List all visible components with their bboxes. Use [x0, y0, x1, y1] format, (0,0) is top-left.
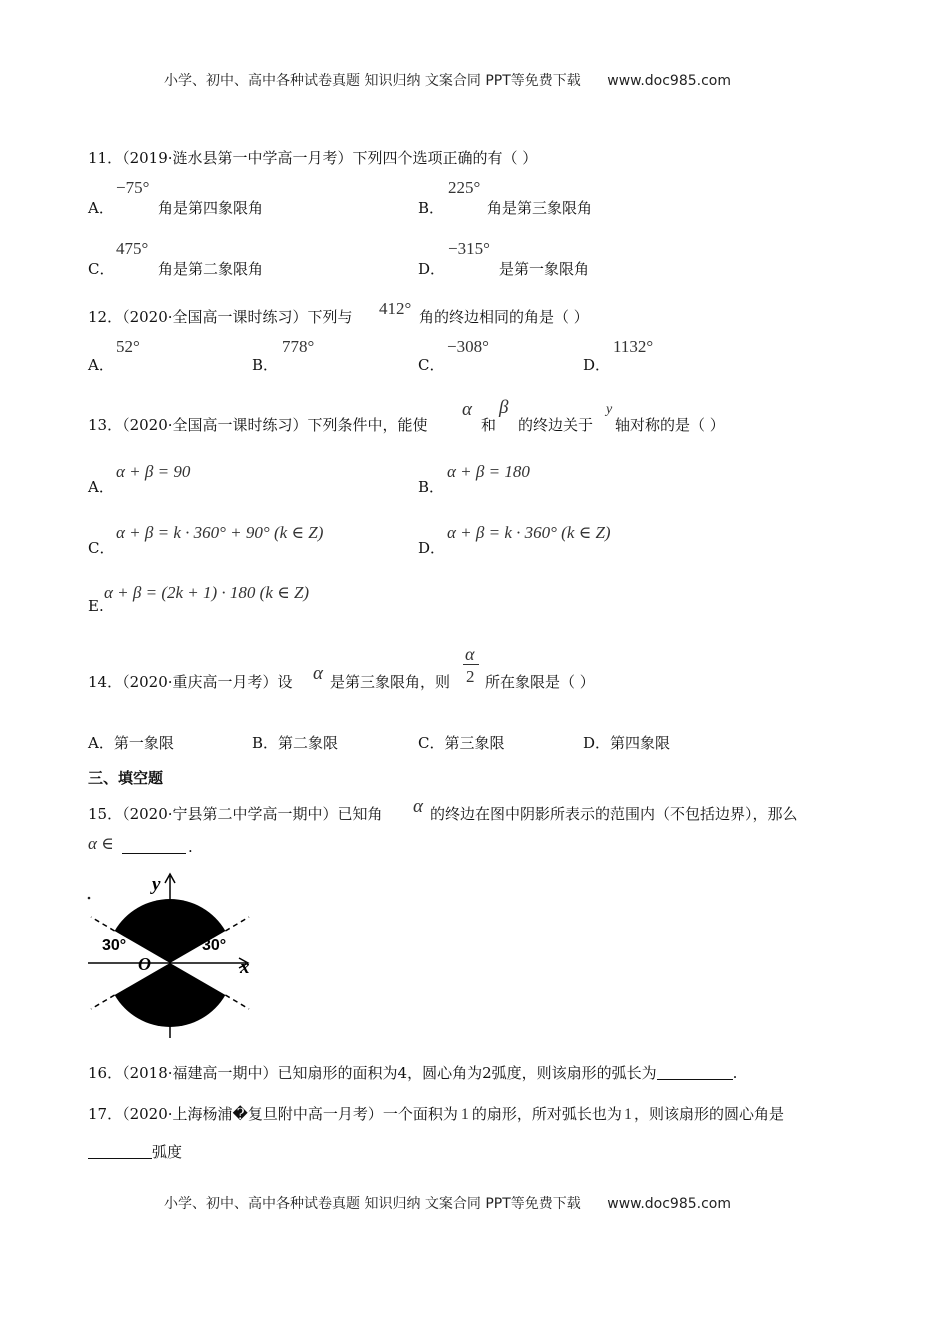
right-angle-label: 30° — [202, 937, 227, 954]
q13-option-c-math: α + β = k · 360° + 90° (k ∈ Z) — [116, 523, 324, 542]
q12-option-d-label: D． — [583, 356, 611, 374]
q15-period: . — [188, 838, 193, 856]
q14-option-c: C．第三象限 — [418, 734, 505, 752]
q13-stem-pre: 13．（2020·全国高一课时练习）下列条件中，能使 — [88, 416, 428, 434]
footer-text: 小学、初中、高中各种试卷真题 知识归纳 文案合同 PPT等免费下载 — [164, 1196, 581, 1212]
q15-alpha: α — [413, 796, 423, 817]
q13-and: 和 — [481, 416, 497, 434]
origin-label: O — [138, 954, 151, 974]
q13-option-b-math: α + β = 180 — [447, 462, 530, 481]
q16-text: 16．（2018·福建高一期中）已知扇形的面积为4，圆心角为2弧度，则该扇形的弧长为 — [88, 1064, 657, 1082]
q12-option-b-label: B． — [252, 356, 279, 374]
q17-unit: 弧度 — [152, 1143, 183, 1161]
q16-stem — [88, 1062, 737, 1083]
q11-option-c-math: 475° — [116, 239, 149, 258]
q17-line2 — [88, 1141, 182, 1162]
header-site[interactable]: www.doc985.com — [607, 73, 731, 89]
q13-y: y — [606, 402, 613, 417]
q11-option-d-text: 是第一象限角 — [499, 260, 590, 278]
q17-stem-post: ，则该扇形的圆心角是 — [633, 1105, 784, 1123]
y-axis-label: y — [152, 874, 161, 895]
q12-stem-post: 角的终边相同的角是（ ） — [419, 308, 589, 326]
q14-option-d: D．第四象限 — [583, 734, 671, 752]
q11-stem: 11．（2019·涟水县第一中学高一月考）下列四个选项正确的有（ ） — [88, 149, 538, 167]
x-axis-label: x — [240, 957, 250, 978]
q11-option-a-math: −75° — [116, 178, 150, 197]
q15-stem-post: 的终边在图中阴影所表示的范围内（不包括边界），那么 — [430, 805, 798, 823]
q12-stem-pre: 12．（2020·全国高一课时练习）下列与 — [88, 308, 353, 326]
q13-option-c-label: C． — [88, 539, 115, 557]
q12-option-b-math: 778° — [282, 337, 315, 356]
q13-beta: β — [499, 397, 509, 418]
q15-answer-prefix: α ∈ — [88, 834, 114, 853]
q12-option-a-math: 52° — [116, 337, 140, 356]
q11-option-b-text: 角是第三象限角 — [487, 199, 593, 217]
q11-option-c-label: C． — [88, 260, 115, 278]
section-title: 三、填空题 — [88, 769, 164, 787]
q14-stem-pre: 14．（2020·重庆高一月考）设 — [88, 673, 293, 691]
q11-option-a-label: A． — [88, 199, 114, 217]
q13-option-e-math: α + β = (2k + 1) · 180 (k ∈ Z) — [104, 583, 310, 602]
q14-option-b: B．第二象限 — [252, 734, 339, 752]
q15-stem-pre: 15．（2020·宁县第二中学高一期中）已知角 — [88, 805, 383, 823]
q13-option-d-label: D． — [418, 539, 446, 557]
q12-stem-math: 412° — [379, 299, 412, 318]
q11-option-a-text: 角是第四象限角 — [158, 199, 264, 217]
q14-stem-post: 所在象限是（ ） — [485, 673, 595, 691]
header-text: 小学、初中、高中各种试卷真题 知识归纳 文案合同 PPT等免费下载 — [164, 73, 581, 89]
q11-option-b-label: B． — [418, 199, 445, 217]
q17-stem-pre: 17．（2020·上海杨浦�复旦附中高一月考）一个面积为 — [88, 1105, 458, 1123]
q14-option-a: A．第一象限 — [88, 734, 174, 752]
footer-site[interactable]: www.doc985.com — [607, 1196, 731, 1212]
q17-answer-blank[interactable] — [88, 1144, 152, 1159]
q12-option-c-math: −308° — [447, 337, 489, 356]
q13-stem-mid: 的终边关于 — [518, 416, 594, 434]
q13-option-a-math: α + β = 90 — [116, 462, 191, 481]
q14-alpha: α — [313, 663, 323, 684]
q13-option-b-label: B． — [418, 478, 445, 496]
q12-option-d-math: 1132° — [613, 337, 654, 356]
q15-answer-blank[interactable] — [122, 838, 186, 856]
q11-option-b-math: 225° — [448, 178, 481, 197]
q12-option-c-label: C． — [418, 356, 445, 374]
q13-stem-post: 轴对称的是（ ） — [615, 416, 725, 434]
q17-stem — [88, 1103, 784, 1124]
page-header — [164, 70, 731, 90]
q12-option-a-label: A． — [88, 356, 114, 374]
q11-option-d-math: −315° — [448, 239, 490, 258]
q13-option-d-math: α + β = k · 360° (k ∈ Z) — [447, 523, 611, 542]
left-angle-label: 30° — [102, 937, 127, 954]
q15-figure — [86, 870, 256, 1040]
q17-one-2: 1 — [623, 1106, 632, 1123]
q13-option-a-label: A． — [88, 478, 114, 496]
q14-fraction-bar — [463, 664, 479, 665]
q13-option-e-label: E. — [88, 597, 104, 615]
page-footer — [164, 1193, 731, 1213]
q13-alpha: α — [462, 399, 472, 420]
q14-stem-mid: 是第三象限角，则 — [330, 673, 451, 691]
q14-fraction-numerator: α — [465, 644, 475, 664]
q16-period: . — [732, 1064, 738, 1082]
q11-option-d-label: D． — [418, 260, 446, 278]
q17-stem-mid: 的扇形，所对弧长也为 — [471, 1105, 622, 1123]
q14-fraction-denominator: 2 — [466, 667, 475, 686]
figure-dot — [88, 897, 91, 900]
q11-option-c-text: 角是第二象限角 — [158, 260, 264, 278]
q16-answer-blank[interactable] — [657, 1065, 733, 1080]
q17-one: 1 — [460, 1106, 469, 1123]
